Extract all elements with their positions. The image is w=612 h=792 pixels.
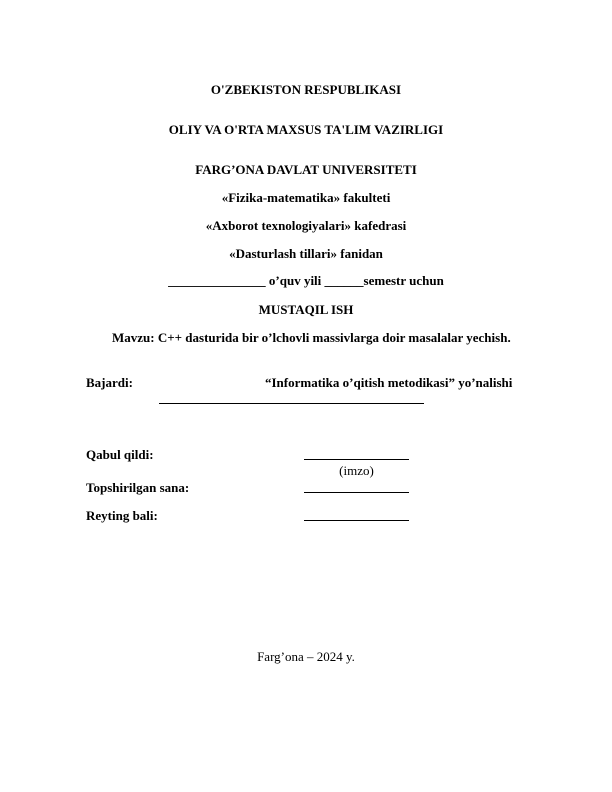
ministry-title: OLIY VA O'RTA MAXSUS TA'LIM VAZIRLIGI (168, 122, 444, 137)
semester-text: semestr uchun (363, 273, 444, 288)
performer-name-line (159, 403, 424, 404)
republic-title: O'ZBEKISTON RESPUBLIKASI (210, 82, 402, 97)
department-title: «Axborot texnologiyalari» kafedrasi (205, 218, 407, 233)
rating-label: Reyting bali: (86, 508, 158, 523)
subject-title: «Dasturlash tillari» fanidan (229, 246, 383, 261)
university-title: FARG’ONA DAVLAT UNIVERSITETI (195, 162, 417, 177)
submitted-date-label: Topshirilgan sana: (86, 480, 190, 495)
city-year-footer: Farg’ona – 2024 y. (257, 649, 355, 664)
faculty-title: «Fizika-matematika» fakulteti (221, 190, 391, 205)
signature-caption: (imzo) (339, 463, 374, 478)
performer-label: Bajardi: (86, 375, 133, 390)
topic-line: Mavzu: C++ dasturida bir o’lchovli massivlarga doir masalalar yechish. (112, 330, 511, 345)
semester-blank: ______ (324, 273, 364, 288)
academic-year-blank: _______________ (168, 273, 266, 288)
academic-year-line (0, 273, 612, 289)
accepted-signature-line (304, 459, 409, 460)
rating-line (304, 520, 409, 521)
accepted-label: Qabul qildi: (86, 447, 154, 462)
academic-year-text: o’quv yili (265, 273, 325, 288)
work-type-title: MUSTAQIL ISH (258, 302, 354, 317)
program-name: “Informatika o’qitish metodikasi” yo’nalishi (265, 375, 513, 390)
submitted-date-line (304, 492, 409, 493)
